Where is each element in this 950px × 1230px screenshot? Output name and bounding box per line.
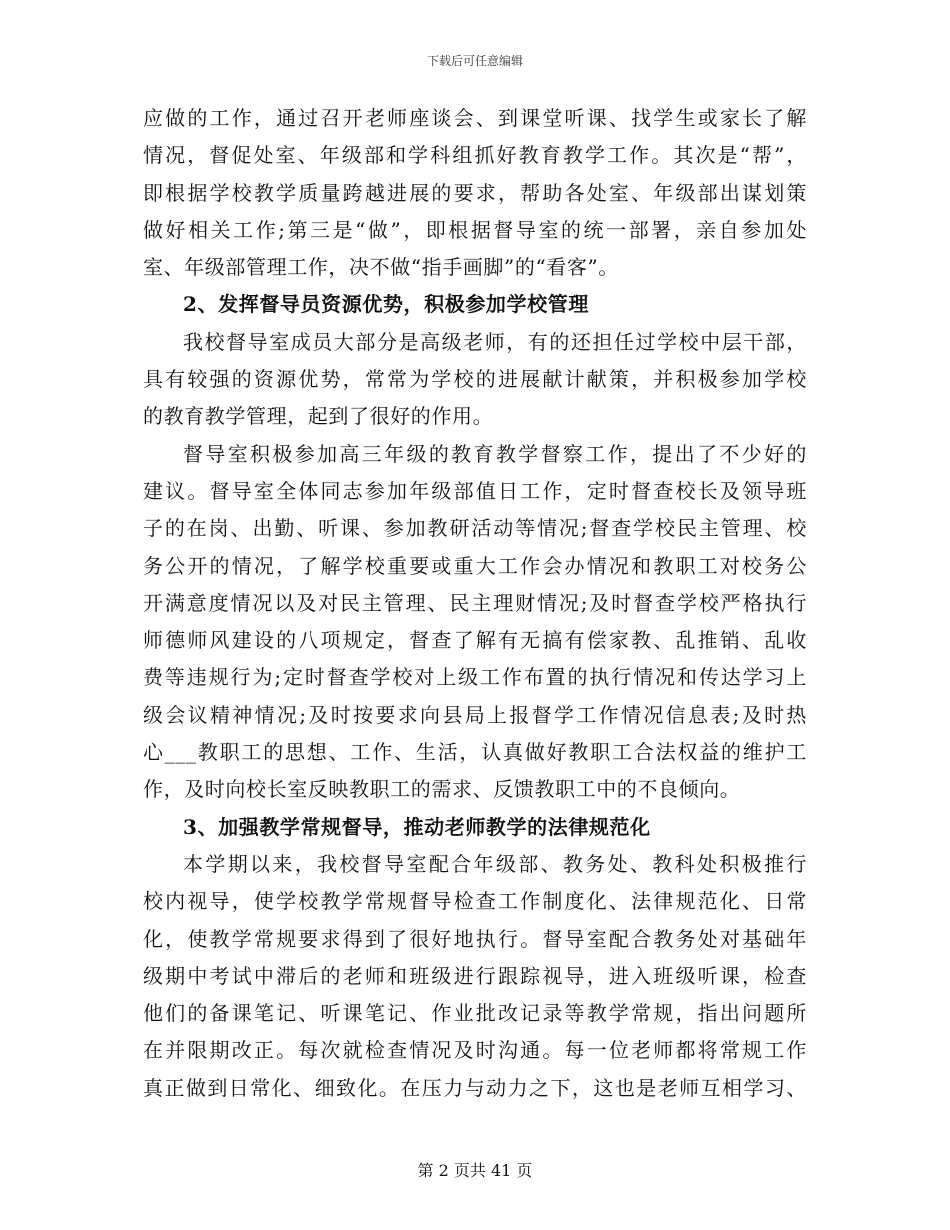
text-line: 应做的工作，通过召开老师座谈会、到课堂听课、找学生或家长了解 xyxy=(143,106,807,130)
text-line: 情况，督促处室、年级部和学科组抓好教育教学工作。其次是“帮”， xyxy=(143,143,807,168)
text-line: 室、年级部管理工作，决不做“指手画脚”的“看客”。 xyxy=(143,255,619,280)
text-line: 本学期以来，我校督导室配合年级部、教务处、教科处积极推行 xyxy=(183,851,807,876)
document-body xyxy=(143,100,807,1107)
text-line: 开满意度情况以及对民主管理、民主理财情况;及时督查学校严格执行 xyxy=(143,590,807,615)
page-header: 下载后可任意编辑 xyxy=(426,54,523,68)
text-line: 师德师风建设的八项规定，督查了解有无搞有偿家教、乱推销、乱收 xyxy=(143,628,807,653)
text-line: 的教育教学管理，起到了很好的作用。 xyxy=(143,404,494,429)
text-line: 作，及时向校长室反映教职工的需求、反馈教职工中的不良倾向。 xyxy=(143,777,741,802)
text-line: 建议。督导室全体同志参加年级部值日工作，定时督查校长及领导班 xyxy=(143,478,807,503)
text-line: 费等违规行为;定时督查学校对上级工作布置的执行情况和传达学习上 xyxy=(143,665,807,690)
text-line: 他们的备课笔记、听课笔记、作业批改记录等教学常规，指出问题所 xyxy=(143,1001,807,1026)
section-heading: 3、加强教学常规督导，推动老师教学的法律规范化 xyxy=(183,814,651,839)
text-line: 真正做到日常化、细致化。在压力与动力之下，这也是老师互相学习、 xyxy=(143,1075,807,1100)
text-line: 级期中考试中滞后的老师和班级进行跟踪视导，进入班级听课，检查 xyxy=(143,963,807,988)
text-line: 即根据学校教学质量跨越进展的要求，帮助各处室、年级部出谋划策 xyxy=(143,180,807,205)
text-line: 务公开的情况，了解学校重要或重大工作会办情况和教职工对校务公 xyxy=(143,553,807,578)
text-line: 具有较强的资源优势，常常为学校的进展献计献策，并积极参加学校 xyxy=(143,367,807,392)
section-heading: 2、发挥督导员资源优势，积极参加学校管理 xyxy=(183,292,589,317)
text-line: 在并限期改正。每次就检查情况及时沟通。每一位老师都将常规工作 xyxy=(143,1038,807,1063)
text-line: 校内视导，使学校教学常规督导检查工作制度化、法律规范化、日常 xyxy=(143,889,807,914)
text-line: 化，使教学常规要求得到了很好地执行。督导室配合教务处对基础年 xyxy=(143,926,807,951)
text-line: 子的在岗、出勤、听课、参加教研活动等情况;督查学校民主管理、校 xyxy=(143,516,807,541)
text-line: 心___教职工的思想、工作、生活，认真做好教职工合法权益的维护工 xyxy=(143,740,807,765)
text-line: 我校督导室成员大部分是高级老师，有的还担任过学校中层干部， xyxy=(183,329,807,354)
page-footer: 第 2 页共 41 页 xyxy=(417,1161,533,1180)
text-line: 级会议精神情况;及时按要求向县局上报督学工作情况信息表;及时热 xyxy=(143,702,807,727)
text-line: 督导室积极参加高三年级的教育教学督察工作，提出了不少好的 xyxy=(183,441,807,466)
text-line: 做好相关工作;第三是“做”，即根据督导室的统一部署，亲自参加处 xyxy=(143,217,807,242)
